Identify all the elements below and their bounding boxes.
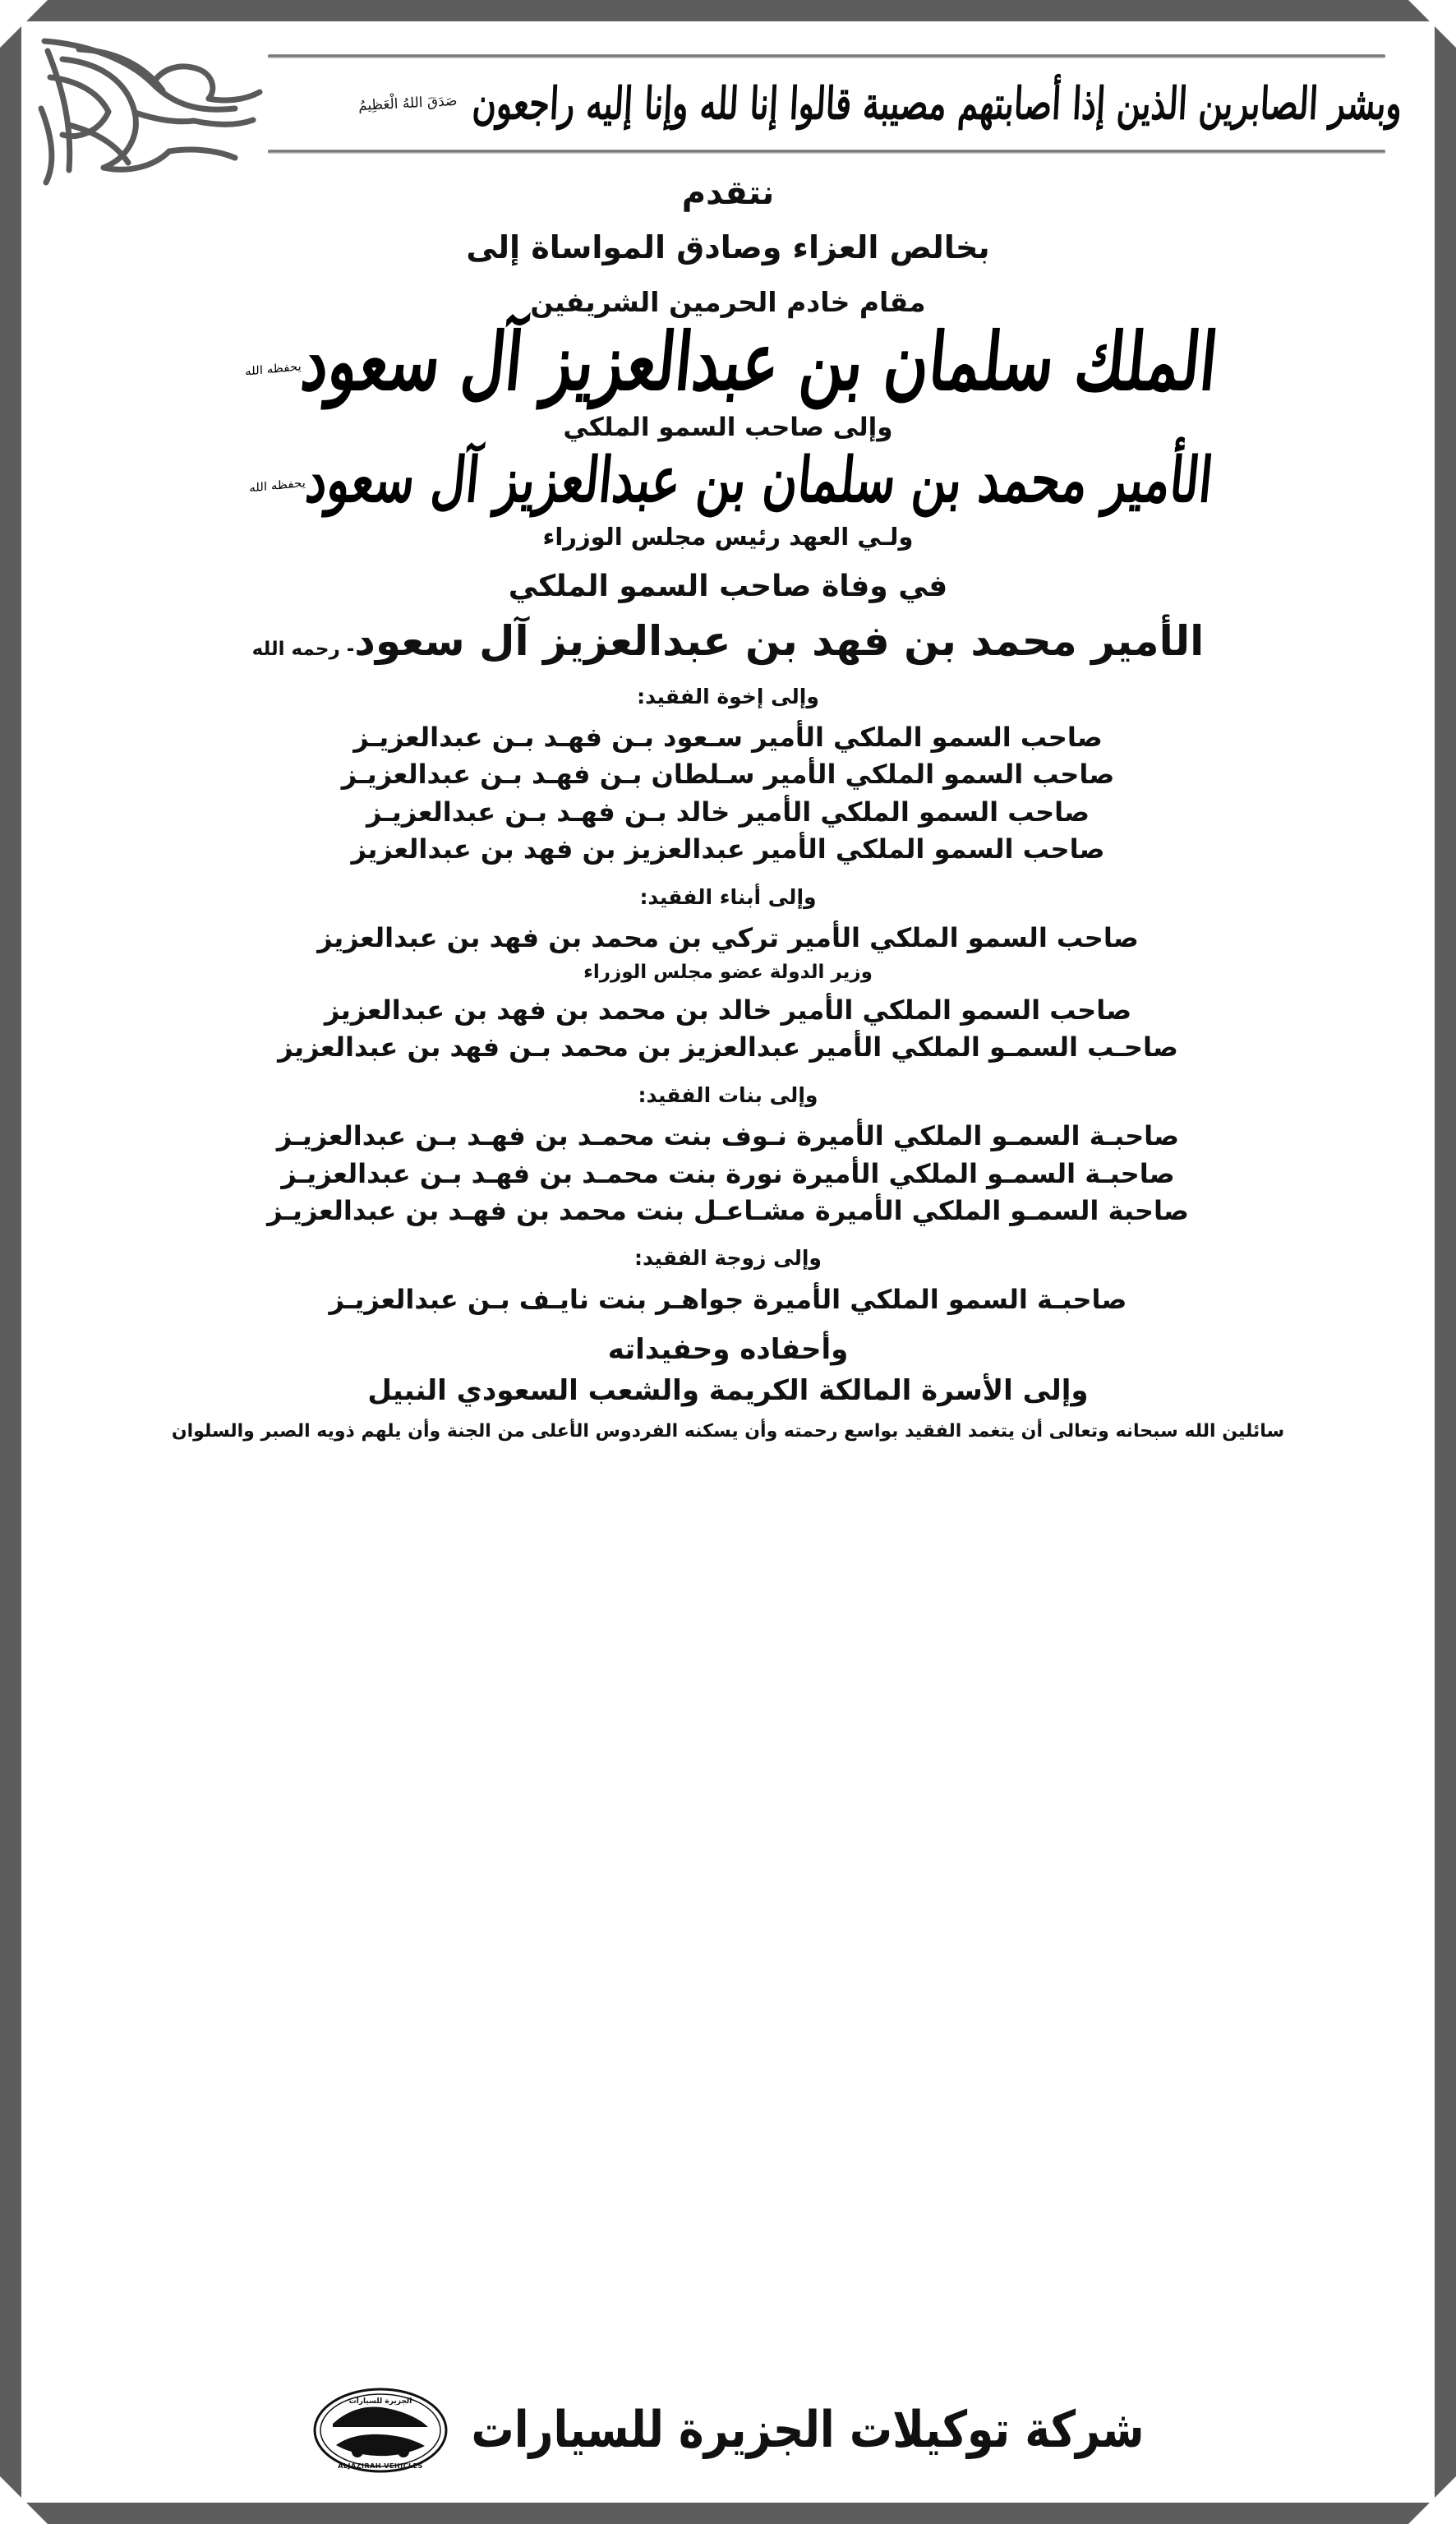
closing-line-2: وإلى الأسرة المالكة الكريمة والشعب السعودي النبيل bbox=[367, 1373, 1089, 1407]
logo-text-en: ALJAZIRAH VEHICLES bbox=[338, 2462, 424, 2470]
crown-prince-lead-in: وإلى صاحب السمو الملكي bbox=[563, 413, 893, 443]
corner-cut-bottom-left bbox=[0, 2476, 48, 2524]
list-item: صاحبة السمـو الملكي الأميرة مشـاعـل بنت محمد بن فهـد بن عبدالعزيـز bbox=[267, 1194, 1189, 1226]
list-item: صاحب السمو الملكي الأمير سـلطان بـن فهـد بـن عبدالعزيـز bbox=[341, 759, 1115, 791]
list-item: صاحب السمو الملكي الأمير سـعود بـن فهـد بـن عبدالعزيـز bbox=[353, 722, 1103, 753]
quran-verse-text: وبشر الصابرين الذين إذا أصابتهم مصيبة قالوا إنا لله وإنا إليه راجعون bbox=[471, 77, 1403, 130]
list-item: صاحب السمو الملكي الأمير خالد بن محمد بن فهد بن عبدالعزيز bbox=[324, 994, 1132, 1026]
deceased-lead-in: في وفاة صاحب السمو الملكي bbox=[508, 569, 948, 603]
wife-label: وإلى زوجة الفقيد: bbox=[634, 1246, 822, 1271]
announcement-sheet bbox=[21, 21, 1435, 2503]
brothers-label: وإلى إخوة الفقيد: bbox=[637, 684, 819, 708]
closing-line-1: وأحفاده وحفيداته bbox=[607, 1333, 849, 1367]
list-item: صاحـب السمـو الملكي الأمير عبدالعزيز بن محمد بـن فهد بن عبدالعزيز bbox=[278, 1031, 1178, 1064]
header-rule-top bbox=[268, 54, 1385, 58]
king-name-text: الملك سلمان بن عبدالعزيز آل سعود bbox=[297, 316, 1222, 409]
logo-text-ar: الجزيرة للسيارات bbox=[349, 2397, 412, 2406]
daughters-label: وإلى بنات الفقيد: bbox=[638, 1082, 818, 1107]
corner-cut-top-left bbox=[0, 0, 48, 48]
king-honorific: يحفظه الله bbox=[244, 358, 302, 379]
king-name-calligraphy bbox=[55, 317, 1402, 409]
list-item: صاحب السمو الملكي الأمير خالد بـن فهـد بـن عبدالعزيـز bbox=[366, 796, 1090, 828]
header-rule-bottom bbox=[268, 150, 1385, 154]
verse-attribution: صَدَقَ اللهُ الْعَظِيمُ bbox=[357, 92, 458, 115]
arabesque-corner-ornament-icon bbox=[30, 26, 301, 191]
aljazirah-vehicles-logo-icon bbox=[311, 2386, 449, 2475]
crown-prince-honorific: يحفظه الله bbox=[249, 475, 306, 496]
list-item: صاحبـة السمو الملكي الأميرة جواهـر بنت نايـف بـن عبدالعزيـز bbox=[329, 1283, 1127, 1315]
deceased-name bbox=[59, 616, 1397, 667]
dua-text: سائلين الله سبحانه وتعالى أن يتغمد الفقيد بواسع رحمته وأن يسكنه الفردوس الأعلى من الجنة وأن يلهم ذويه الصبر والسلوان bbox=[171, 1421, 1285, 1442]
son-title: وزير الدولة عضو مجلس الوزراء bbox=[583, 961, 873, 983]
quran-verse-header bbox=[357, 64, 1403, 143]
list-item: صاحبـة السمـو الملكي الأميرة نورة بنت محمـد بن فهـد بـن عبدالعزيـز bbox=[281, 1157, 1175, 1189]
crown-prince-name-calligraphy bbox=[56, 444, 1400, 516]
corner-cut-top-right bbox=[1408, 0, 1456, 48]
company-name: شركة توكيلات الجزيرة للسيارات bbox=[471, 2401, 1145, 2460]
crown-prince-name-text: الأمير محمد بن سلمان بن عبدالعزيز آل سعود bbox=[302, 444, 1216, 517]
list-item: صاحب السمو الملكي الأمير تركي بن محمد بن فهد بن عبدالعزيز bbox=[317, 922, 1139, 954]
footer bbox=[21, 2386, 1435, 2475]
deceased-name-text: الأمير محمد بن فهد بن عبدالعزيز آل سعود bbox=[354, 616, 1205, 665]
intro-line-1: نتقدم bbox=[681, 174, 775, 212]
list-item: صاحبـة السمـو الملكي الأميرة نـوف بنت محمـد بن فهـد بـن عبدالعزيـز bbox=[276, 1120, 1180, 1152]
intro-line-3: مقام خادم الحرمين الشريفين bbox=[530, 286, 926, 319]
announcement-body bbox=[21, 173, 1435, 1447]
intro-line-2: بخالص العزاء وصادق المواساة إلى bbox=[466, 228, 990, 265]
sons-label: وإلى أبناء الفقيد: bbox=[639, 884, 817, 909]
crown-prince-title: ولـي العهد رئيس مجلس الوزراء bbox=[542, 523, 914, 551]
list-item: صاحب السمو الملكي الأمير عبدالعزيز بن فهد بن عبدالعزيز bbox=[351, 833, 1105, 865]
deceased-honorific: - رحمه الله bbox=[251, 638, 355, 660]
corner-cut-bottom-right bbox=[1408, 2476, 1456, 2524]
